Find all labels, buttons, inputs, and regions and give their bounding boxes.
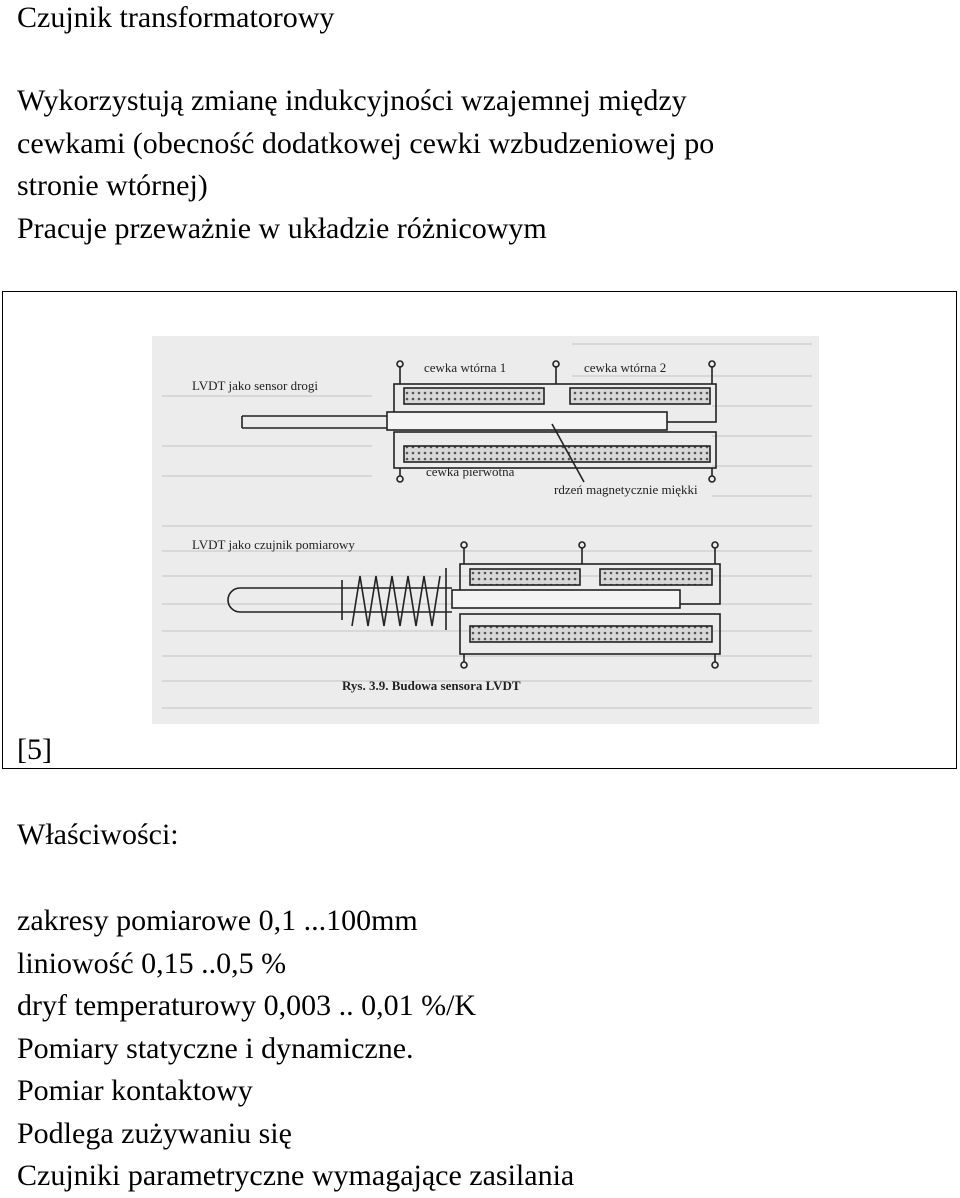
label-secondary-1: cewka wtórna 1 bbox=[424, 360, 507, 375]
property-item: Czujniki parametryczne wymagające zasilania bbox=[17, 1159, 575, 1192]
intro-line: Pracuje przeważnie w układzie różnicowym bbox=[17, 211, 547, 245]
property-item: liniowość 0,15 ..0,5 % bbox=[17, 946, 287, 980]
label-core: rdzeń magnetycznie miękki bbox=[554, 482, 698, 497]
property-item: Pomiar kontaktowy bbox=[17, 1074, 253, 1107]
figure-frame bbox=[2, 291, 957, 769]
page-title: Czujnik transformatorowy bbox=[17, 1, 335, 34]
lvdt-diagram bbox=[152, 336, 819, 724]
property-item: Podlega zużywaniu się bbox=[17, 1116, 292, 1150]
property-item: dryf temperaturowy 0,003 .. 0,01 %/K bbox=[17, 989, 477, 1022]
intro-text bbox=[17, 80, 714, 250]
property-item: zakresy pomiarowe 0,1 ...100mm bbox=[17, 904, 418, 937]
intro-line: cewkami (obecność dodatkowej cewki wzbudzeniowej po bbox=[17, 126, 715, 160]
figure-reference: [5] bbox=[17, 733, 52, 766]
label-lvdt-gauge: LVDT jako czujnik pomiarowy bbox=[192, 537, 355, 552]
properties-heading: Właściwości: bbox=[17, 818, 179, 851]
label-lvdt-path: LVDT jako sensor drogi bbox=[192, 378, 319, 393]
label-primary: cewka pierwotna bbox=[426, 464, 515, 479]
figure-caption: Rys. 3.9. Budowa sensora LVDT bbox=[342, 678, 521, 693]
intro-line: Wykorzystują zmianę indukcyjności wzajemnej między bbox=[17, 84, 687, 117]
label-secondary-2: cewka wtórna 2 bbox=[584, 360, 667, 375]
intro-line: stronie wtórnej) bbox=[17, 169, 208, 202]
property-item: Pomiary statyczne i dynamiczne. bbox=[17, 1031, 414, 1065]
properties-list bbox=[17, 900, 574, 1198]
